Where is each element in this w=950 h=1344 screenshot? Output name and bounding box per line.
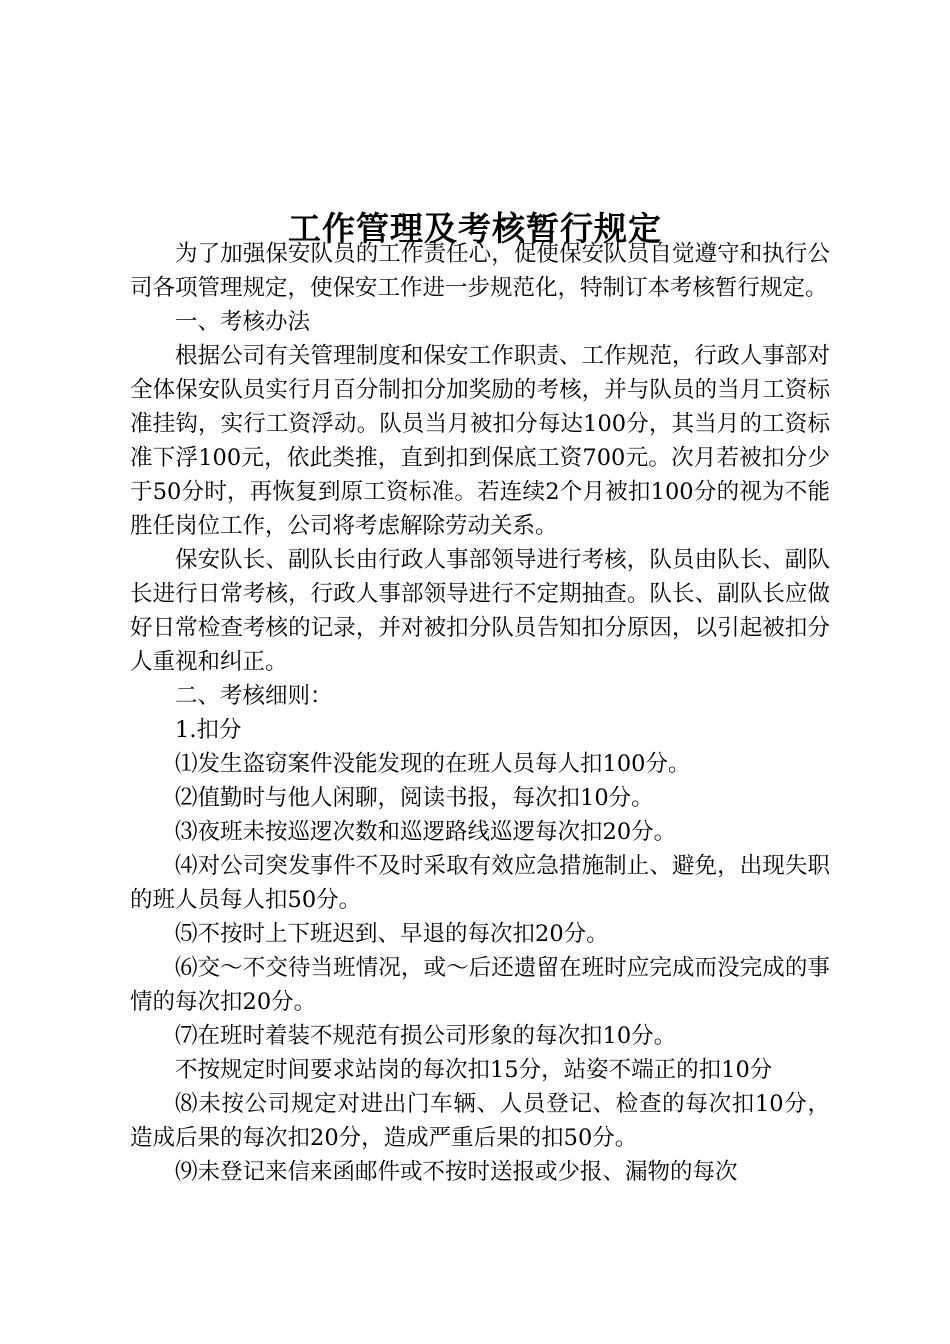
document-body bbox=[130, 237, 830, 1189]
document-title: 工作管理及考核暂行规定 bbox=[288, 209, 662, 249]
section-heading-rules: 二、考核细则： bbox=[175, 683, 333, 709]
rule-item-2: ⑵值勤时与他人闲聊，阅读书报，每次扣10分。 bbox=[175, 785, 654, 811]
paragraph-responsibility: 保安队长、副队长由行政人事部领导进行考核，队员由队长、副队长进行日常考核，行政人事部领导进行不定期抽查。队长、副队长应做好日常检查考核的记录，并对被扣分队员告知扣分原因，以引起被扣分人重视和纠正。 bbox=[130, 547, 830, 675]
paragraph-method: 根据公司有关管理制度和保安工作职责、工作规范，行政人事部对全体保安队员实行月百分制扣分加奖励的考核，并与队员的当月工资标准挂钩，实行工资浮动。队员当月被扣分每达100分，其当月的工资标准下浮100元，依此类推，直到扣到保底工资700元。次月若被扣分少于50分时，再恢复到原工资标准。若连续2个月被扣100分的视为不能胜任岗位工作，公司将考虑解除劳动关系。 bbox=[130, 343, 830, 539]
rule-item-3: ⑶夜班未按巡逻次数和巡逻路线巡逻每次扣20分。 bbox=[175, 819, 677, 845]
rule-item-1: ⑴发生盗窃案件没能发现的在班人员每人扣100分。 bbox=[175, 751, 691, 777]
rule-item-9: ⑼未登记来信来函邮件或不按时送报或少报、漏物的每次 bbox=[175, 1159, 738, 1185]
rule-item-4: ⑷对公司突发事件不及时采取有效应急措施制止、避免，出现失职的班人员每人扣50分。 bbox=[130, 853, 830, 913]
rule-item-7-note: 不按规定时间要求站岗的每次扣15分，站姿不端正的扣10分 bbox=[175, 1057, 773, 1083]
rule-item-5: ⑸不按时上下班迟到、早退的每次扣20分。 bbox=[175, 921, 609, 947]
subheading-deductions: 1.扣分 bbox=[175, 717, 242, 743]
rule-item-8: ⑻未按公司规定对进出门车辆、人员登记、检查的每次扣10分，造成后果的每次扣20分，造成严重后果的扣50分。 bbox=[130, 1091, 830, 1151]
rule-item-7: ⑺在班时着装不规范有损公司形象的每次扣10分。 bbox=[175, 1023, 677, 1049]
section-heading-method: 一、考核办法 bbox=[175, 309, 311, 335]
rule-item-6: ⑹交～不交待当班情况，或～后还遗留在班时应完成而没完成的事情的每次扣20分。 bbox=[130, 955, 830, 1015]
paragraph-intro: 为了加强保安队员的工作责任心，促使保安队员自觉遵守和执行公司各项管理规定，使保安工作进一步规范化，特制订本考核暂行规定。 bbox=[130, 241, 830, 301]
